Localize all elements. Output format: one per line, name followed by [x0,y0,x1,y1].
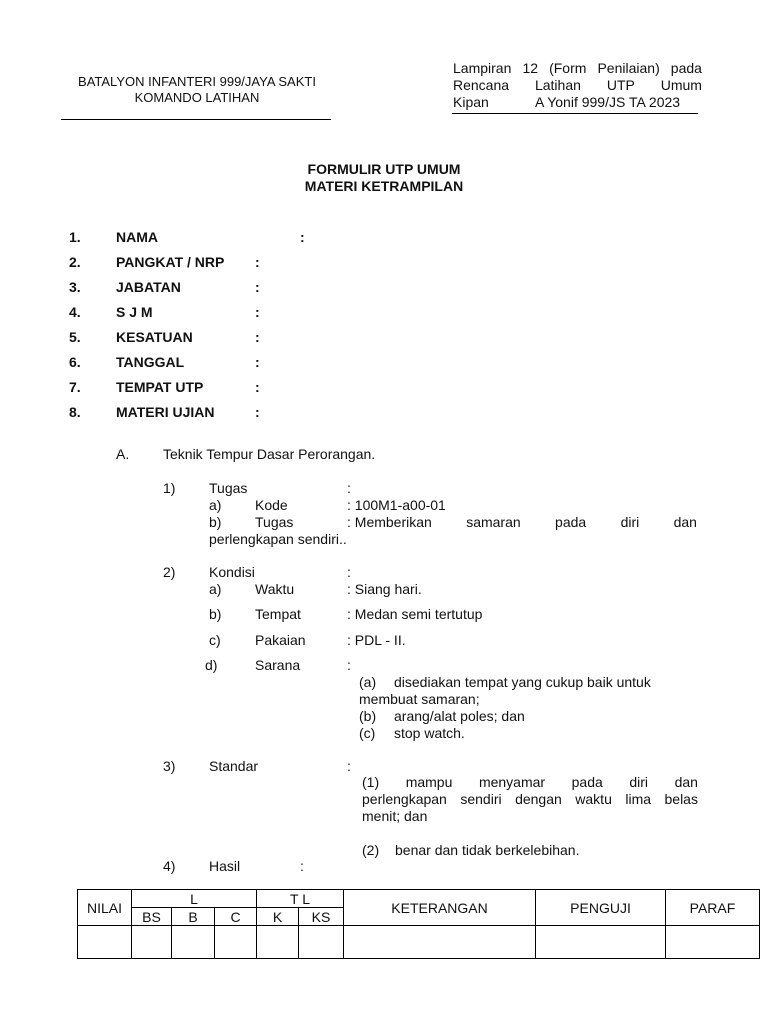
standar-2: benar dan tidak berkelebihan. [395,842,580,858]
unit-command: KOMANDO LATIHAN [134,90,260,105]
field-number: 3. [69,279,81,295]
item-number: 1) [163,480,176,496]
word: dan [674,774,698,790]
sub-label-sarana: Sarana [255,657,301,673]
header-left-underline [61,119,331,120]
cell-keterangan[interactable] [344,926,536,959]
unit-header [62,74,332,106]
field-label-kesatuan: KESATUAN [116,329,193,345]
attachment-line-3b: A Yonif 999/JS TA 2023 [535,94,681,110]
item-number: 4) [163,858,176,874]
sub-letter: b) [209,606,222,622]
field-label-tempat-utp: TEMPAT UTP [116,379,204,395]
attachment-line-3a: Kipan [453,94,489,110]
sarana-item-a: disediakan tempat yang cukup baik untuk [394,674,651,690]
header-keterangan: KETERANGAN [344,890,536,926]
header-penguji: PENGUJI [536,890,666,926]
word: sendiri [460,791,502,807]
word: Latihan [534,77,581,93]
header-nilai: NILAI [78,890,132,926]
field-label-nama: NAMA [116,229,158,245]
word: (1) [362,774,380,790]
word: Lampiran [453,60,512,76]
word: pada [670,60,702,76]
word: pada [571,774,603,790]
sub-letter: a) [209,497,222,513]
word: mampu [405,774,453,790]
sub-value-tugas-cont: perlengkapan sendiri.. [209,531,347,547]
sarana-item-b: arang/alat poles; dan [394,708,525,724]
field-number: 1. [69,229,81,245]
item-label-kondisi: Kondisi [209,564,255,580]
sarana-mark: (a) [359,674,377,690]
header-paraf: PARAF [666,890,760,926]
field-number: 5. [69,329,81,345]
field-colon: : [255,354,260,370]
field-colon: : [255,254,260,270]
header-ks: KS [299,908,344,926]
header-bs: BS [132,908,172,926]
item-colon: : [347,480,351,496]
sub-label-tempat: Tempat [255,606,301,622]
item-label-standar: Standar [209,758,259,774]
field-colon: : [255,304,260,320]
header-b: B [172,908,215,926]
sub-letter: c) [209,632,221,648]
word: dengan [515,791,562,807]
item-label-hasil: Hasil [209,858,241,874]
word: (Form [549,60,587,76]
field-label-jabatan: JABATAN [116,279,181,295]
sub-label-pakaian: Pakaian [255,632,306,648]
sub-letter: b) [209,514,222,530]
sarana-mark: (b) [359,708,377,724]
word: samaran [466,514,521,530]
word: menyamar [478,774,546,790]
cell-penguji[interactable] [536,926,666,959]
sub-letter: d) [205,657,218,673]
standar-mark: (2) [362,842,380,858]
item-colon: : [347,758,351,774]
word: diri [629,774,649,790]
header-lulus: L [132,890,257,908]
field-label-tanggal: TANGGAL [116,354,185,370]
standar-1-line-3: menit; dan [362,808,428,824]
cell-k[interactable] [257,926,299,959]
field-number: 4. [69,304,81,320]
sub-colon-sarana: : [347,657,351,673]
standar-1-line-2 [362,791,698,807]
section-letter: A. [116,446,130,462]
word: 12 [522,60,539,76]
sarana-item-c: stop watch. [394,725,465,741]
field-colon: : [255,404,260,420]
sarana-mark: (c) [359,725,376,741]
field-number: 7. [69,379,81,395]
field-colon: : [300,229,305,245]
item-label-tugas: Tugas [209,480,248,496]
cell-paraf[interactable] [666,926,760,959]
sub-label-waktu: Waktu [255,581,295,597]
cell-c[interactable] [215,926,257,959]
form-title: FORMULIR UTP UMUM [307,161,461,177]
header-c: C [215,908,257,926]
sub-value-tempat: : Medan semi tertutup [347,606,483,622]
field-colon: : [255,379,260,395]
cell-bs[interactable] [132,926,172,959]
field-number: 2. [69,254,81,270]
sub-label-tugas: Tugas [255,514,294,530]
word: belas [664,791,698,807]
word: perlengkapan [362,791,447,807]
item-colon: : [347,564,351,580]
attachment-line-1 [453,60,702,76]
word: Rencana [453,77,510,93]
field-label-sjm: S J M [116,304,153,320]
word: Penilaian) [597,60,660,76]
sub-value-waktu: : Siang hari. [347,581,422,597]
standar-1-line-1 [362,774,698,790]
sub-letter: a) [209,581,222,597]
sub-value-kode: : 100M1-a00-01 [347,497,446,513]
field-label-materi-ujian: MATERI UJIAN [116,404,215,420]
field-number: 8. [69,404,81,420]
item-number: 2) [163,564,176,580]
sub-value-pakaian: : PDL - II. [347,632,406,648]
word: diri [620,514,640,530]
word: Umum [660,77,702,93]
header-right-underline [452,113,698,114]
section-title: Teknik Tempur Dasar Perorangan. [163,446,376,462]
item-number: 3) [163,758,176,774]
unit-name: BATALYON INFANTERI 999/JAYA SAKTI [78,74,316,89]
word: lima [625,791,652,807]
cell-b[interactable] [172,926,215,959]
field-label-pangkat-nrp: PANGKAT / NRP [116,254,225,270]
item-colon: : [300,858,304,874]
word: UTP [606,77,635,93]
word: waktu [575,791,612,807]
word: dan [673,514,697,530]
sarana-item-a-cont: membuat samaran; [359,691,480,707]
cell-nilai[interactable] [78,926,132,959]
header-k: K [257,908,299,926]
word: pada [555,514,587,530]
attachment-line-2 [453,77,702,93]
form-subtitle: MATERI KETRAMPILAN [304,178,464,194]
field-colon: : [255,329,260,345]
sub-value-tugas [347,514,697,530]
cell-ks[interactable] [299,926,344,959]
sub-label-kode: Kode [255,497,288,513]
field-number: 6. [69,354,81,370]
field-colon: : [255,279,260,295]
word: : Memberikan [347,514,432,530]
grading-table [77,889,760,959]
header-tidak-lulus: T L [257,890,344,908]
